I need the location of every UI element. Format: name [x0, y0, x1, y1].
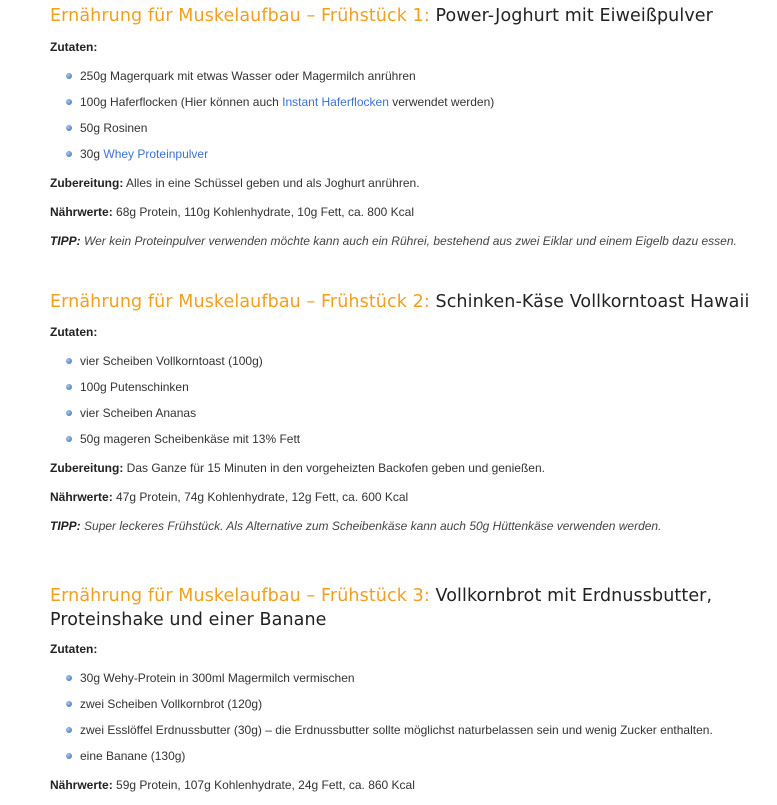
- bullet-icon: [66, 358, 72, 364]
- heading-title: Schinken-Käse Vollkorntoast Hawaii: [435, 292, 750, 312]
- heading-title: Vollkornbrot mit Erdnussbutter,: [435, 586, 713, 606]
- heading-title: Power-Joghurt mit Eiweißpulver: [435, 6, 713, 26]
- tip-line: TIPP: Wer kein Proteinpulver verwenden möchte kann auch ein Rührei, bestehend aus zwei Eiklar und einem Eigelb dazu essen.: [50, 234, 737, 248]
- ingredients-label: Zutaten:: [50, 40, 98, 54]
- section-heading: [50, 4, 775, 28]
- bullet-icon: [66, 675, 72, 681]
- bullet-icon: [66, 151, 72, 157]
- bullet-icon: [66, 99, 72, 105]
- breakfast-section-1: [50, 4, 775, 249]
- tip-line: TIPP: Super leckeres Frühstück. Als Alternative zum Scheibenkäse kann auch 50g Hüttenkäse verwenden werden.: [50, 519, 662, 533]
- preparation-line: Zubereitung: Das Ganze für 15 Minuten in den vorgeheizten Backofen geben und genießen.: [50, 461, 545, 475]
- bullet-icon: [66, 701, 72, 707]
- list-item: zwei Scheiben Vollkornbrot (120g): [50, 696, 775, 722]
- preparation-line: Zubereitung: Alles in eine Schüssel geben und als Joghurt anrühren.: [50, 176, 420, 190]
- heading-title-line-2: Proteinshake und einer Banane: [50, 610, 327, 630]
- ingredients-list: [50, 670, 775, 774]
- breakfast-section-3: [50, 584, 775, 793]
- list-item: vier Scheiben Ananas: [50, 405, 775, 431]
- list-item: 50g Rosinen: [50, 120, 775, 146]
- nutrition-line: Nährwerte: 59g Protein, 107g Kohlenhydrate, 24g Fett, ca. 860 Kcal: [50, 778, 415, 792]
- ingredients-list: [50, 68, 775, 172]
- section-heading: [50, 290, 775, 314]
- section-heading: [50, 584, 775, 632]
- list-item: vier Scheiben Vollkorntoast (100g): [50, 353, 775, 379]
- list-item: 30g Wehy-Protein in 300ml Magermilch vermischen: [50, 670, 775, 696]
- list-item: eine Banane (130g): [50, 748, 775, 774]
- list-item: 50g mageren Scheibenkäse mit 13% Fett: [50, 431, 775, 457]
- bullet-icon: [66, 73, 72, 79]
- instant-haferflocken-link[interactable]: Instant Haferflocken: [282, 95, 389, 109]
- bullet-icon: [66, 384, 72, 390]
- heading-prefix: Ernährung für Muskelaufbau – Frühstück 3:: [50, 586, 430, 606]
- heading-prefix: Ernährung für Muskelaufbau – Frühstück 1:: [50, 6, 430, 26]
- heading-prefix: Ernährung für Muskelaufbau – Frühstück 2:: [50, 292, 430, 312]
- list-item: 100g Putenschinken: [50, 379, 775, 405]
- ingredients-label: Zutaten:: [50, 325, 98, 339]
- nutrition-line: Nährwerte: 47g Protein, 74g Kohlenhydrate, 12g Fett, ca. 600 Kcal: [50, 490, 409, 504]
- list-item: 30g Whey Proteinpulver: [50, 146, 775, 172]
- list-item: 250g Magerquark mit etwas Wasser oder Magermilch anrühren: [50, 68, 775, 94]
- bullet-icon: [66, 410, 72, 416]
- bullet-icon: [66, 727, 72, 733]
- ingredients-list: [50, 353, 775, 457]
- ingredients-label: Zutaten:: [50, 642, 98, 656]
- bullet-icon: [66, 753, 72, 759]
- whey-proteinpulver-link[interactable]: Whey Proteinpulver: [103, 147, 209, 161]
- list-item: zwei Esslöffel Erdnussbutter (30g) – die Erdnussbutter sollte möglichst naturbelassen sein und wenig Zucker enthalten.: [50, 722, 775, 748]
- breakfast-section-2: [50, 290, 775, 534]
- list-item: 100g Haferflocken (Hier können auch Instant Haferflocken verwendet werden): [50, 94, 775, 120]
- nutrition-line: Nährwerte: 68g Protein, 110g Kohlenhydrate, 10g Fett, ca. 800 Kcal: [50, 205, 415, 219]
- bullet-icon: [66, 125, 72, 131]
- bullet-icon: [66, 436, 72, 442]
